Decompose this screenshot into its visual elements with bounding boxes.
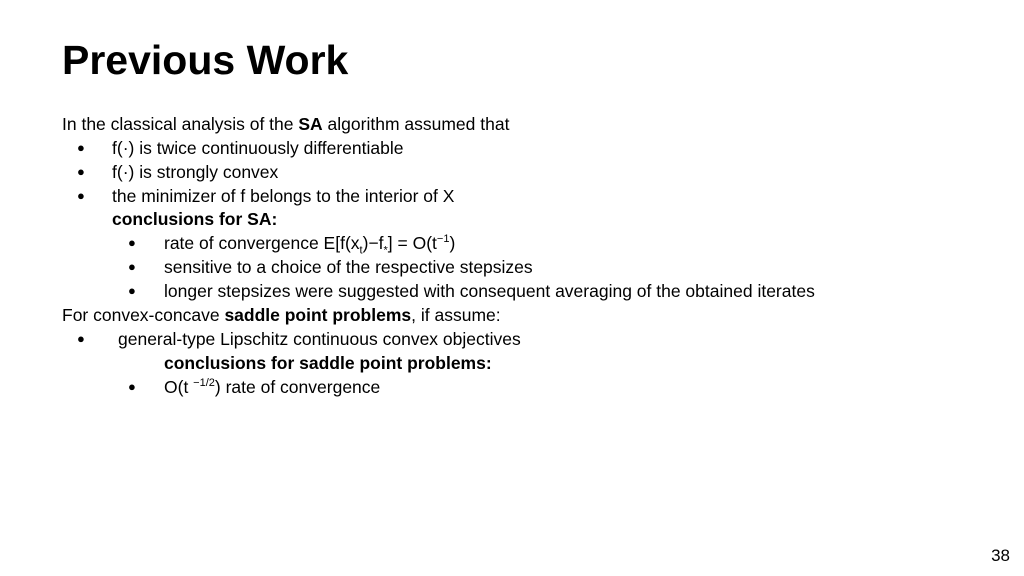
bullet-icon: ● [128,283,136,298]
saddle-rate-of-convergence [164,375,380,399]
saddle-intro-tail: , if assume: [411,305,501,325]
rate-sup: −1 [436,233,450,246]
bullet-icon: ● [77,331,85,346]
rate-text: rate of convergence E[f(x [164,233,360,253]
sa-conclusions-heading: conclusions for SA: [112,209,278,229]
saddle-intro [62,303,501,327]
sa-conclusion-averaging: longer stepsizes were suggested with consequent averaging of the obtained iterates [164,281,815,301]
rate-text: ] = O(t [387,233,437,253]
sa-conclusion-stepsizes: sensitive to a choice of the respective stepsizes [164,257,533,277]
saddle-intro-text: For convex-concave [62,305,225,325]
saddle-assumption: general-type Lipschitz continuous convex objectives [118,329,521,349]
rate-text: )−f [362,233,384,253]
rate-sub-t: t [359,244,363,257]
rate-text: ) [449,233,456,253]
rate-sub-star: * [383,244,388,257]
saddle-intro-bold: saddle point problems [224,305,412,325]
sa-intro [62,112,509,136]
rate-text: ) rate of convergence [214,377,381,397]
bullet-icon: ● [77,188,85,203]
sa-intro-text: In the classical analysis of the [62,114,299,134]
sa-assumption-3: the minimizer of f belongs to the interior of X [112,186,455,206]
bullet-icon: ● [128,259,136,274]
sa-intro-bold: SA [298,114,323,134]
saddle-conclusions-heading: conclusions for saddle point problems: [164,353,492,373]
bullet-icon: ● [77,140,85,155]
sa-assumption-1: f(·) is twice continuously differentiable [112,138,404,158]
page-number: 38 [991,546,1010,565]
bullet-icon: ● [128,379,136,394]
rate-sup: −1/2 [193,377,215,390]
sa-assumption-2: f(·) is strongly convex [112,162,279,182]
bullet-icon: ● [77,164,85,179]
rate-text: O(t [164,377,194,397]
sa-intro-tail: algorithm assumed that [322,114,510,134]
sa-rate-of-convergence [164,231,455,255]
page-title: Previous Work [62,37,349,83]
bullet-icon: ● [128,235,136,250]
